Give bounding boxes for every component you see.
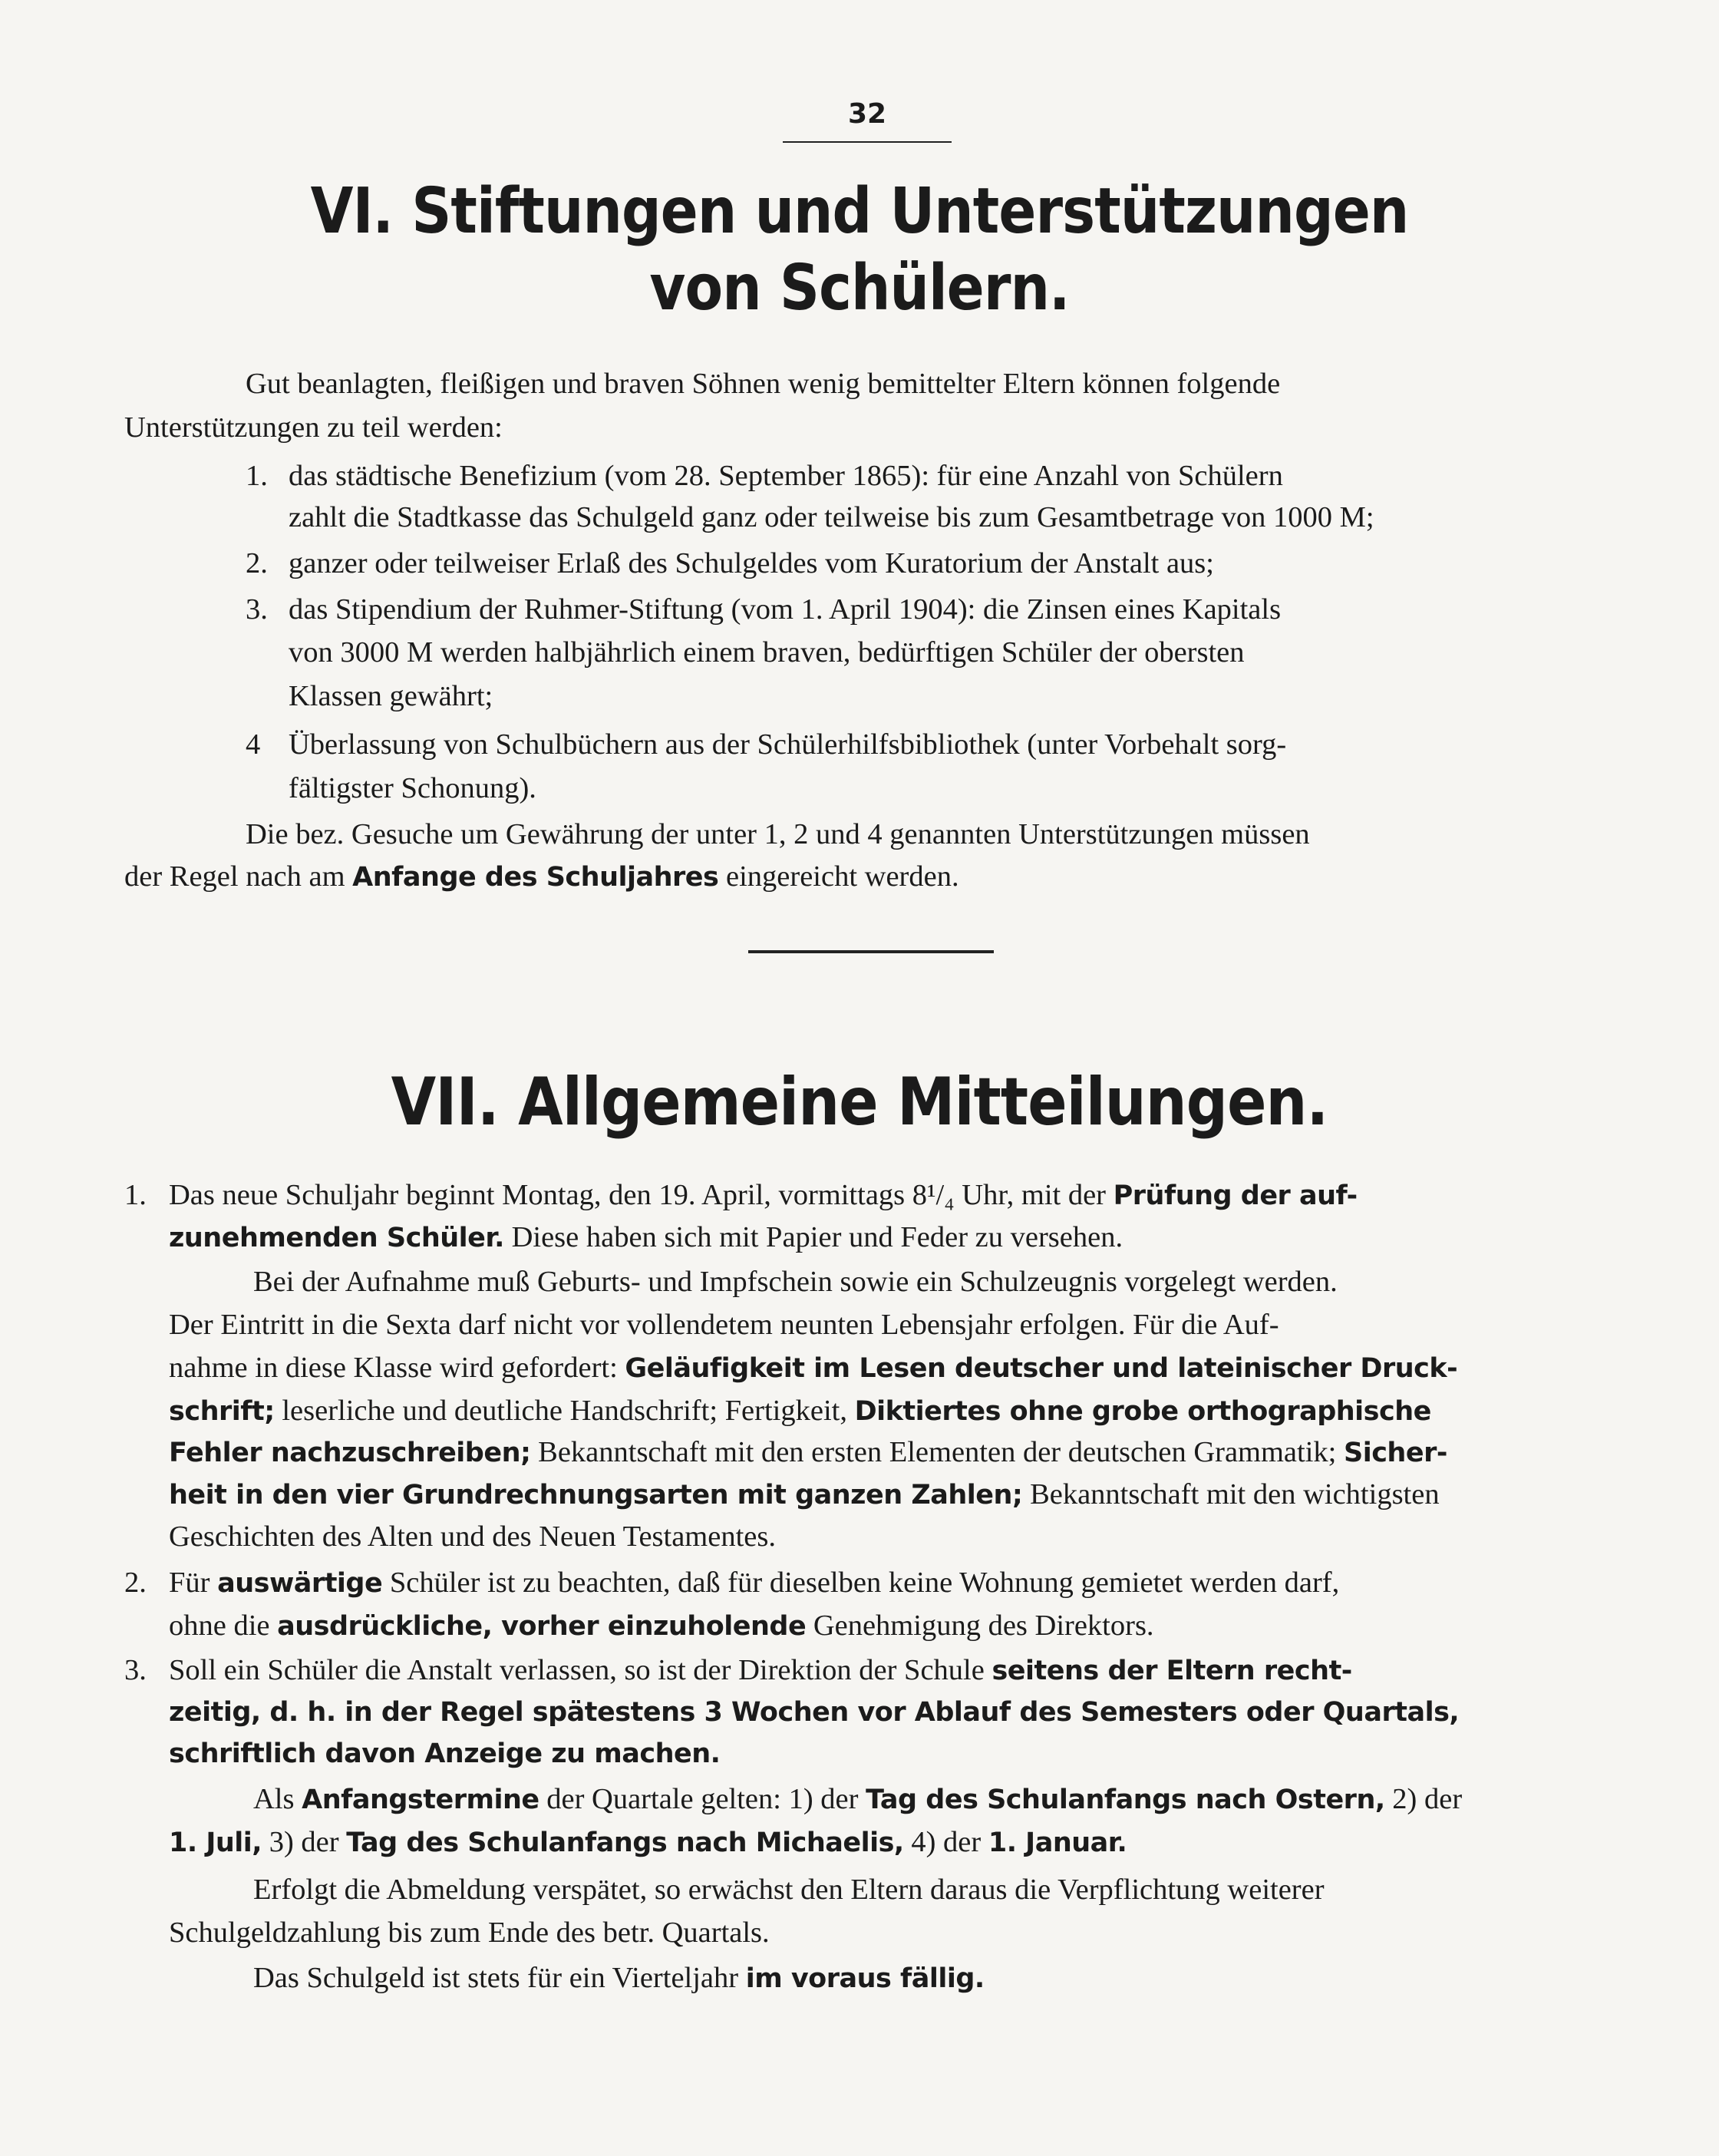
bold-text: Tag des Schulanfangs nach Michaelis, bbox=[346, 1827, 904, 1858]
list-item-number: 4 bbox=[246, 728, 261, 761]
paragraph-line: Erfolgt die Abmeldung verspätet, so erwächst den Eltern daraus die Verpflichtung weiterer bbox=[253, 1874, 1325, 1906]
paragraph-line bbox=[169, 1695, 1459, 1728]
paragraph-line bbox=[169, 1609, 1154, 1643]
list-item-line: zahlt die Stadtkasse das Schulgeld ganz oder teilweise bis zum Gesamtbetrage von 1000 M; bbox=[289, 501, 1374, 533]
section-6-title-line2: von Schülern. bbox=[649, 252, 1070, 325]
closing-bold-text: Anfange des Schuljahres bbox=[352, 862, 719, 893]
text: leserliche und deutliche Handschrift; Fertigkeit, bbox=[282, 1395, 847, 1427]
paragraph-line: Geschichten des Alten und des Neuen Testamentes. bbox=[169, 1520, 776, 1553]
section-7-title: VII. Allgemeine Mitteilungen. bbox=[391, 1064, 1328, 1141]
section-6-intro-line1 bbox=[246, 367, 1614, 401]
bold-text: 1. Januar. bbox=[988, 1827, 1127, 1858]
paragraph-line bbox=[169, 1435, 1447, 1469]
closing-text: eingereicht werden. bbox=[726, 860, 959, 893]
section-6-intro-text1: Gut beanlagten, fleißigen und braven Söhnen wenig bemittelter Eltern können folgende bbox=[246, 368, 1281, 400]
list-item-number: 2. bbox=[246, 547, 268, 579]
bold-text: im voraus fällig. bbox=[745, 1963, 985, 1994]
text: ohne die bbox=[169, 1610, 270, 1642]
paragraph-line bbox=[169, 1178, 1358, 1212]
list-item-line: Überlassung von Schulbüchern aus der Schülerhilfsbibliothek (unter Vorbehalt sorg- bbox=[289, 728, 1287, 761]
bold-text: Tag des Schulanfangs nach Ostern, bbox=[866, 1785, 1385, 1815]
text: Schüler ist zu beachten, daß für dieselben keine Wohnung gemietet werden darf, bbox=[389, 1567, 1340, 1599]
text: Für bbox=[169, 1567, 210, 1599]
list-item-line: das Stipendium der Ruhmer-Stiftung (vom 1. April 1904): die Zinsen eines Kapitals bbox=[289, 593, 1282, 626]
text: nahme in diese Klasse wird gefordert: bbox=[169, 1352, 618, 1384]
closing-text: der Regel nach am bbox=[124, 860, 345, 893]
list-item-number: 3. bbox=[246, 593, 268, 626]
bold-text: schrift; bbox=[169, 1396, 275, 1427]
bold-text: Anfangstermine bbox=[302, 1785, 539, 1815]
paragraph-line bbox=[169, 1394, 1431, 1428]
bold-text: ausdrückliche, vorher einzuholende bbox=[277, 1611, 807, 1642]
paragraph-number: 3. bbox=[124, 1654, 147, 1686]
bold-text: auswärtige bbox=[217, 1568, 383, 1599]
text: Bekanntschaft mit den wichtigsten bbox=[1030, 1478, 1440, 1511]
page-number: 32 bbox=[847, 98, 887, 130]
bold-text: Prüfung der auf- bbox=[1113, 1180, 1358, 1211]
section-divider bbox=[748, 950, 994, 953]
list-item-number: 1. bbox=[246, 460, 268, 492]
text: Soll ein Schüler die Anstalt verlassen, so ist der Direktion der Schule bbox=[169, 1654, 985, 1686]
paragraph-line bbox=[169, 1478, 1440, 1511]
bold-text: 1. Juli, bbox=[169, 1827, 262, 1858]
section-6-title-line1: VI. Stiftungen und Unterstützungen bbox=[310, 175, 1409, 248]
list-item-line: fältigster Schonung). bbox=[289, 772, 536, 804]
text: 3) der bbox=[269, 1826, 339, 1858]
bold-text: Diktiertes ohne grobe orthographische bbox=[854, 1396, 1431, 1427]
page-number-rule bbox=[783, 141, 952, 143]
bold-text: seitens der Eltern recht- bbox=[991, 1656, 1352, 1686]
paragraph-line: Der Eintritt in die Sexta darf nicht vor vollendetem neunten Lebensjahr erfolgen. Für die Auf- bbox=[169, 1309, 1279, 1341]
text: Diese haben sich mit Papier und Feder zu versehen. bbox=[511, 1221, 1123, 1253]
paragraph-line bbox=[253, 1961, 985, 1995]
paragraph-line bbox=[169, 1653, 1352, 1687]
text: Genehmigung des Direktors. bbox=[813, 1610, 1154, 1642]
paragraph-line: Bei der Aufnahme muß Geburts- und Impfschein sowie ein Schulzeugnis vorgelegt werden. bbox=[253, 1266, 1338, 1298]
bold-text: Sicher- bbox=[1343, 1438, 1447, 1468]
list-item-line: das städtische Benefizium (vom 28. September 1865): für eine Anzahl von Schülern bbox=[289, 460, 1283, 492]
bold-text: heit in den vier Grundrechnungsarten mit ganzen Zahlen; bbox=[169, 1480, 1023, 1511]
list-item-line: von 3000 M werden halbjährlich einem braven, bedürftigen Schüler der obersten bbox=[289, 636, 1245, 669]
bold-text: zunehmenden Schüler. bbox=[169, 1223, 504, 1253]
paragraph-line bbox=[169, 1566, 1339, 1600]
text: 4) der bbox=[911, 1826, 982, 1858]
paragraph-line bbox=[169, 1351, 1457, 1385]
section-6-intro-line2: Unterstützungen zu teil werden: bbox=[124, 411, 503, 444]
list-item-line: Klassen gewährt; bbox=[289, 680, 493, 712]
text: der Quartale gelten: 1) der bbox=[546, 1783, 859, 1815]
text: Als bbox=[253, 1783, 295, 1815]
bold-text: Fehler nachzuschreiben; bbox=[169, 1438, 531, 1468]
list-item-line: ganzer oder teilweiser Erlaß des Schulgeldes vom Kuratorium der Anstalt aus; bbox=[289, 547, 1214, 579]
paragraph-number: 2. bbox=[124, 1567, 147, 1599]
bold-text: Geläufigkeit im Lesen deutscher und lateinischer Druck- bbox=[625, 1353, 1458, 1384]
paragraph-line bbox=[169, 1736, 720, 1770]
paragraph-number: 1. bbox=[124, 1179, 147, 1211]
text: Bekanntschaft mit den ersten Elementen der deutschen Grammatik; bbox=[538, 1436, 1337, 1468]
bold-text: schriftlich davon Anzeige zu machen. bbox=[169, 1738, 721, 1769]
paragraph-line bbox=[169, 1825, 1127, 1859]
text: Das neue Schuljahr beginnt Montag, den 19. April, vormittags 8¹/₄ Uhr, mit der bbox=[169, 1179, 1107, 1211]
section-6-closing-line2 bbox=[124, 860, 959, 893]
paragraph-line bbox=[253, 1782, 1462, 1816]
text: 2) der bbox=[1392, 1783, 1463, 1815]
paragraph-line: Schulgeldzahlung bis zum Ende des betr. Quartals. bbox=[169, 1917, 770, 1949]
bold-text: zeitig, d. h. in der Regel spätestens 3 Wochen vor Ablauf des Semesters oder Quartals, bbox=[169, 1697, 1460, 1728]
text: Das Schulgeld ist stets für ein Vierteljahr bbox=[253, 1962, 739, 1994]
section-6-closing-line1: Die bez. Gesuche um Gewährung der unter 1, 2 und 4 genannten Unterstützungen müssen bbox=[246, 818, 1310, 850]
paragraph-line bbox=[169, 1220, 1123, 1254]
